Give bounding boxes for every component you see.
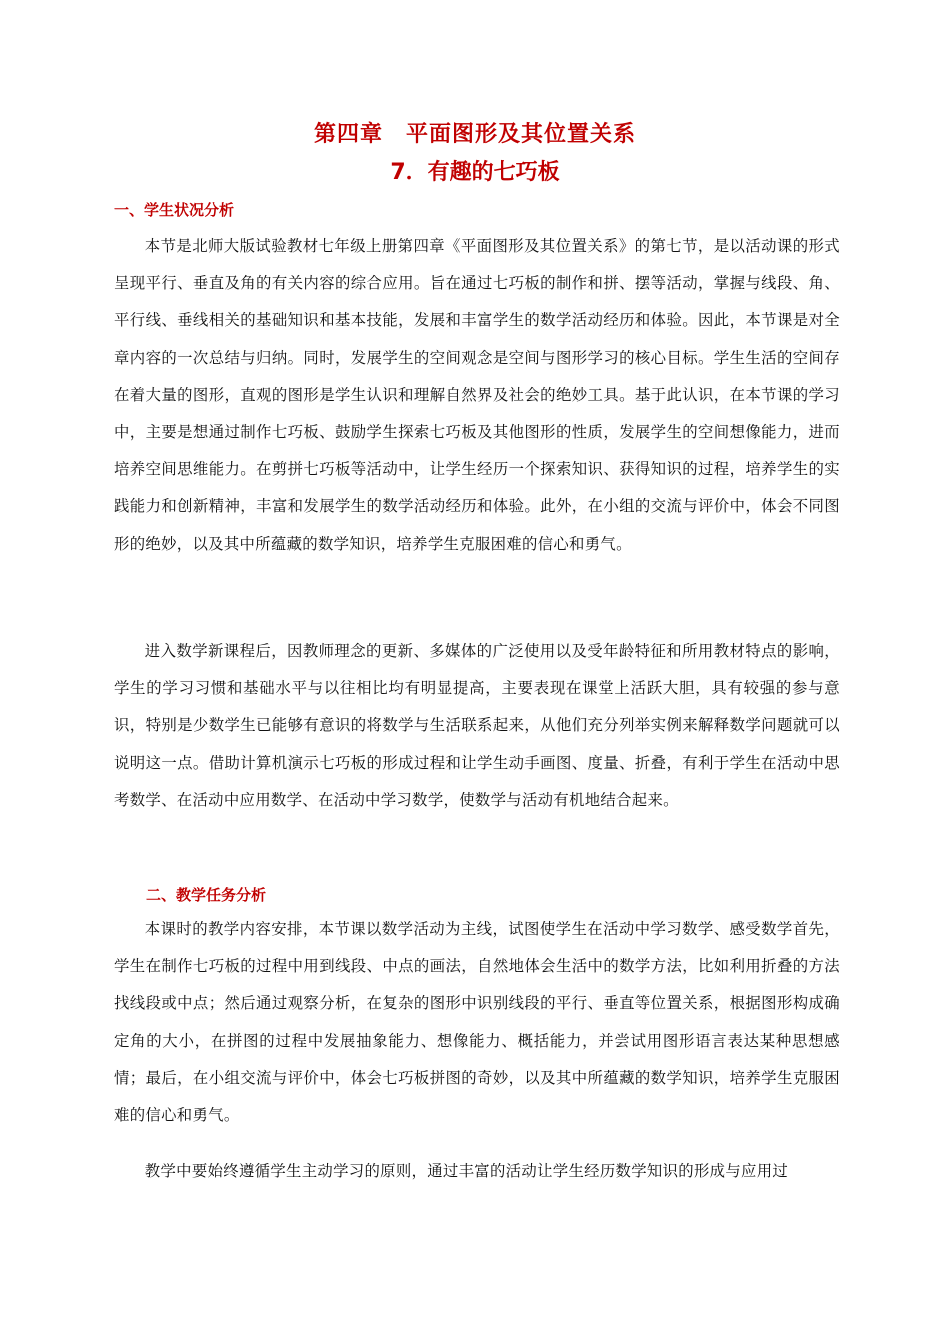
paragraph: 本课时的教学内容安排，本节课以数学活动为主线，试图使学生在活动中学习数学、感受数学首先，学生在制作七巧板的过程中用到线段、中点的画法，自然地体会生活中的数学方法，比如利用折叠的方法找线段或中点；然后通过观察分析，在复杂的图形中识别线段的平行、垂直等位置关系，根据图形构成确定角的大小，在拼图的过程中发展抽象能力、想像能力、概括能力，并尝试用图形语言表达某种思想感情；最后，在小组交流与评价中，体会七巧板拼图的奇妙，以及其中所蕴藏的数学知识，培养学生克服困难的信心和勇气。 bbox=[114, 920, 840, 1125]
paragraph: 教学中要始终遵循学生主动学习的原则，通过丰富的活动让学生经历数学知识的形成与应用过 bbox=[144, 1162, 789, 1180]
chapter-title: 第四章 平面图形及其位置关系 bbox=[313, 122, 636, 147]
lesson-title: 7．有趣的七巧板 bbox=[390, 160, 560, 185]
paragraph: 本节是北师大版试验教材七年级上册第四章《平面图形及其位置关系》的第七节，是以活动课的形式呈现平行、垂直及角的有关内容的综合应用。旨在通过七巧板的制作和拼、摆等活动，掌握与线段、角、平行线、垂线相关的基础知识和基本技能，发展和丰富学生的数学活动经历和体验。因此，本节课是对全章内容的一次总结与归纳。同时，发展学生的空间观念是空间与图形学习的核心目标。学生生活的空间存在着大量的图形，直观的图形是学生认识和理解自然界及社会的绝妙工具。基于此认识，在本节课的学习中，主要是想通过制作七巧板、鼓励学生探索七巧板及其他图形的性质，发展学生的空间想像能力，进而培养空间思维能力。在剪拼七巧板等活动中，让学生经历一个探索知识、获得知识的过程，培养学生的实践能力和创新精神，丰富和发展学生的数学活动经历和体验。此外，在小组的交流与评价中，体会不同图形的绝妙，以及其中所蕴藏的数学知识，培养学生克服困难的信心和勇气。 bbox=[114, 237, 840, 553]
paragraph: 进入数学新课程后，因教师理念的更新、多媒体的广泛使用以及受年龄特征和所用教材特点的影响，学生的学习习惯和基础水平与以往相比均有明显提高，主要表现在课堂上活跃大胆，具有较强的参与意识，特别是少数学生已能够有意识的将数学与生活联系起来，从他们充分列举实例来解释数学问题就可以说明这一点。借助计算机演示七巧板的形成过程和让学生动手画图、度量、折叠，有利于学生在活动中思考数学、在活动中应用数学、在活动中学习数学，使数学与活动有机地结合起来。 bbox=[114, 642, 840, 809]
section-heading-task-analysis: 二、教学任务分析 bbox=[146, 886, 267, 904]
section-heading-student-analysis: 一、学生状况分析 bbox=[114, 201, 235, 219]
